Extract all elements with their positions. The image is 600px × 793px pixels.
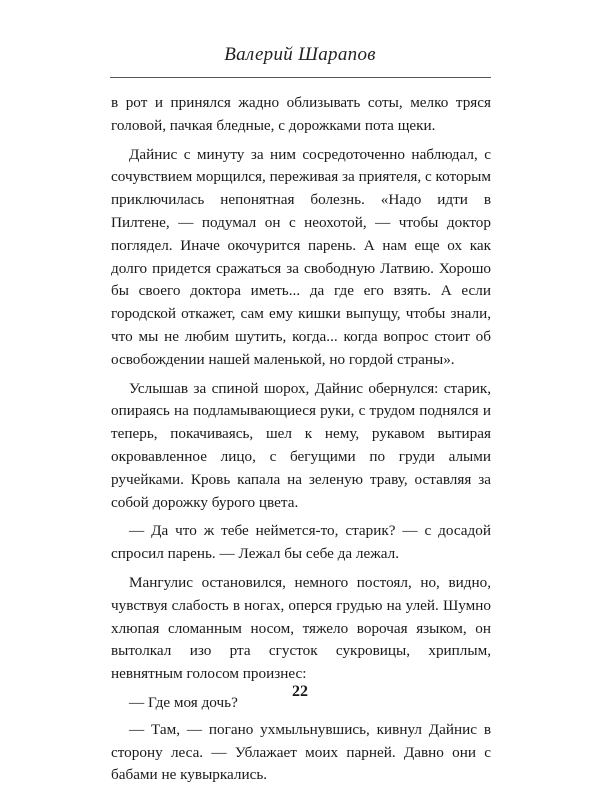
paragraph: Мангулис остановился, немного постоял, но, видно, чувствуя слабость в ногах, оперся грудью на улей. Шумно хлюпая сломанным носом, тяжело ворочая языком, он вытолкал изо рта сгусток сукровицы, хриплым, невнятным голосом произнес: [111,573,491,683]
paragraph: Услышав за спиной шорох, Дайнис обернулся: старик, опираясь на подламывающиеся руки, с трудом поднялся и теперь, покачиваясь, шел к нему, рукавом вытирая окровавленное лицо, с бегущими по груди алыми ручейками. Кровь капала на зеленую траву, оставляя за собой дорожку бурого цвета. [111,379,491,511]
paragraph: — Там, — погано ухмыльнувшись, кивнул Дайнис в сторону леса. — Ублажает моих парней. Давно они с бабами не кувыркались. [111,720,491,784]
paragraph: — Где моя дочь? [129,693,238,711]
running-head-author: Валерий Шарапов [224,44,376,65]
paragraph: Дайнис с минуту за ним сосредоточенно наблюдал, с сочувствием морщился, переживая за приятеля, с которым приключилась непонятная болезнь. «Надо идти в Пилтене, — подумал он с неохотой, — чтобы доктор поглядел. Иначе окочурится парень. А нам еще ох как долго придется сражаться за свободную Латвию. Хорошо бы своего доктора иметь... да где его взять. А если городской откажет, сам ему кишки выпущу, чтобы знали, что мы не любим шутить, когда... когда вопрос стоит об освобождении нашей маленькой, но гордой страны». [111,145,491,368]
page-number: 22 [292,683,308,700]
paragraph: — Да что ж тебе неймется-то, старик? — с досадой спросил парень. — Лежал бы себе да лежал. [111,522,491,563]
header-rule [110,77,491,78]
paragraph: в рот и принялся жадно облизывать соты, мелко тряся головой, пачкая бледные, с дорожками пота щеки. [111,94,491,134]
